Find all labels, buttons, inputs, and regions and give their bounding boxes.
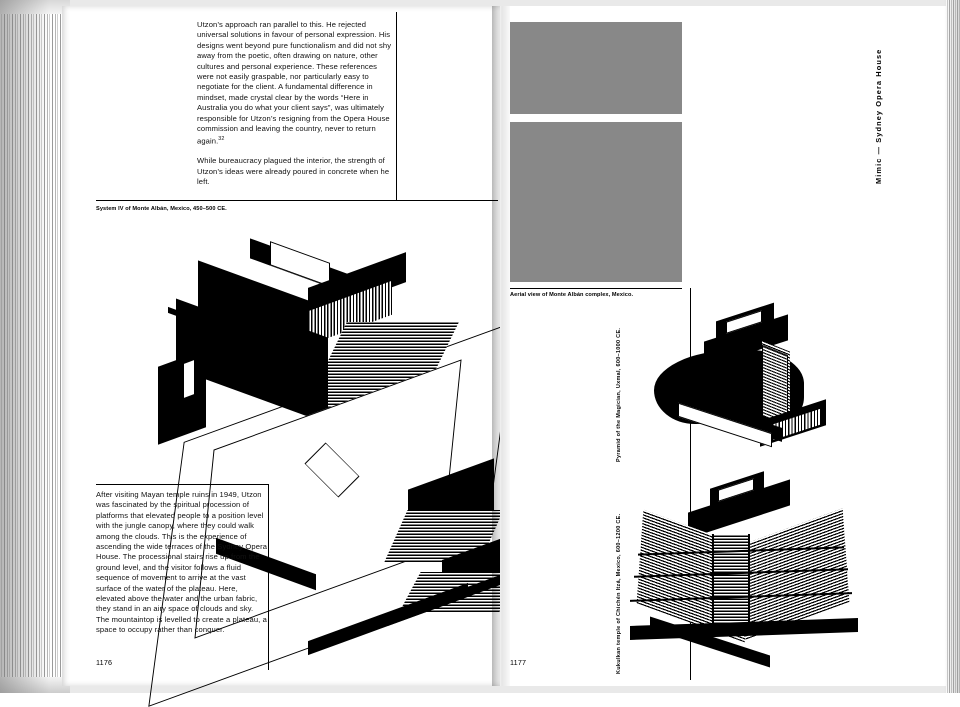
lower-caption-rule [96,484,268,485]
illustration-uxmal-pyramid [642,306,850,486]
page-edges-right-shadow [944,0,960,693]
left-page-body [197,20,395,197]
vertical-caption-uxmal: Pyramid of the Magician, Uxmal, 600–1000 CE. [616,327,622,462]
caption-rule-top [96,200,498,201]
photo-caption-monte-alban: Aerial view of Monte Albán complex, Mexico. [510,292,634,298]
body-paragraph-1: Utzon’s approach ran parallel to this. He rejected universal solutions in favour of personal expression. His designs went beyond pure functionalism and did not shy away from the poetic, often drawing on nature, other cultures and personal experience. These references were not easily graspable, nor particularly easy to negotiate for the client. A fundamental difference in mindset, made crystal clear by the words “Here in Australia you do what your client says”, was ultimately responsible for Utzon’s resigning from the Opera House commission and leaving the country, never to return again. [197,20,392,146]
lower-caption-rule-vert [268,484,269,670]
running-head-vertical: Mimic — Sydney Opera House [874,48,883,184]
body-paragraph-2: While bureaucracy plagued the interior, the strength of Utzon’s ideas were already poured in concrete when he left. [197,156,390,187]
right-page [500,6,948,686]
photo-caption-rule [510,288,682,289]
figure-caption-monte-alban: System IV of Monte Albán, Mexico, 450–500 CE. [96,206,227,212]
book-gutter-shadow [492,6,510,686]
illustration-chichen-itza [630,476,870,686]
vertical-caption-chichen: Kukulkan temple of Chichén Itzá, Mexico, 600–1200 CE. [616,513,622,674]
folio-left: 1176 [96,658,113,667]
caption-rule-vert [396,12,397,200]
monte-alban-aerial-photo [510,122,682,282]
footnote-marker: 32 [218,136,225,143]
page-edges-left-shadow [0,0,70,693]
folio-right: 1177 [510,658,527,667]
left-page [62,6,500,686]
lower-caption-text: After visiting Mayan temple ruins in 1949, Utzon was fascinated by the spiritual procession of platforms that elevated people to a position level with the jungle canopy, where they could walk among the clouds. This is the experience of ascending the wide terraces of the Sydney Opera House. The processional stairs rise up from the ground level, and the visitor follows a fluid sequence of movement to arrive at the vast surface of the water of the plateau. Here, elevated above the water and the urban fabric, they stand in an airy space of clouds and sky. The mountaintop is levelled to create a plateau, a space to occupy rather than conquer. [96,490,268,635]
monte-alban-ridge-photo [510,22,682,114]
